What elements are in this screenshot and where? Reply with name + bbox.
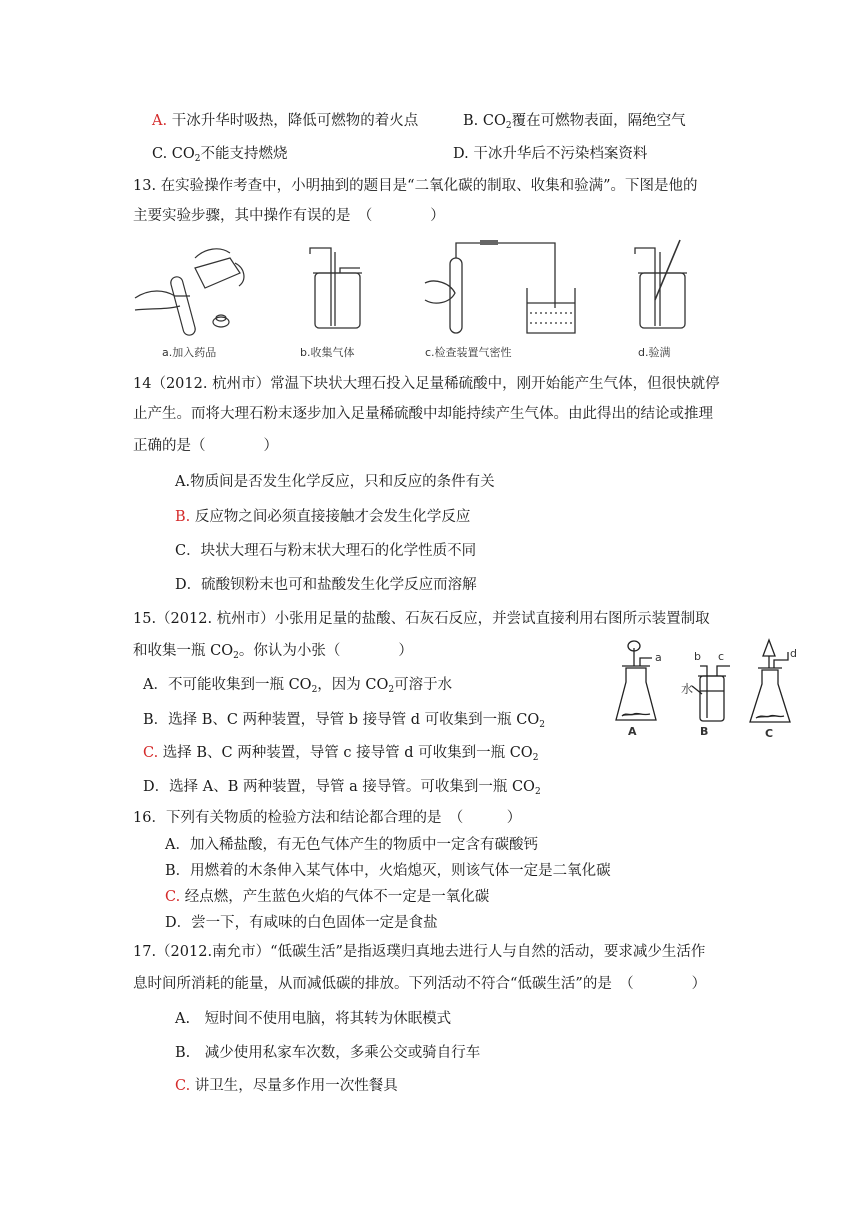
stem-text: 和收集一瓶 CO bbox=[133, 643, 234, 659]
q17-stem-line1: 17.（2012.南允市）“低碳生活”是指返璞归真地去进行人与自然的活动，要求减少生活作 bbox=[133, 944, 706, 960]
label-d: d bbox=[790, 647, 797, 660]
option-text: 可溶于水 bbox=[394, 677, 453, 693]
option-text: 反应物之间必须直接接触才会发生化学反应 bbox=[194, 509, 471, 525]
q15-option-a bbox=[143, 675, 452, 695]
caption-c: c.检查装置气密性 bbox=[425, 346, 512, 359]
subscript: 2 bbox=[388, 685, 395, 695]
subscript: 2 bbox=[534, 787, 541, 797]
q16-option-a: A．加入稀盐酸，有无色气体产生的物质中一定含有碳酸钙 bbox=[165, 837, 538, 853]
figure-d-verifying-full bbox=[635, 240, 687, 328]
q13-apparatus-drawings bbox=[135, 238, 735, 358]
q15-stem-line1: 15.（2012. 杭州市）小张用足量的盐酸、石灰石反应，并尝试直接利用右图所示装置制取 bbox=[133, 611, 710, 627]
q15-apparatus-figure bbox=[612, 636, 812, 746]
label-c: c bbox=[718, 650, 725, 663]
label-apparatus-c: C bbox=[765, 727, 774, 740]
option-text: A．不可能收集到一瓶 CO bbox=[143, 677, 312, 693]
q17-option-a: A. 短时间不使用电脑，将其转为休眠模式 bbox=[175, 1011, 452, 1027]
q15-option-c bbox=[143, 743, 538, 763]
apparatus-b bbox=[692, 666, 730, 721]
answer-letter: B. bbox=[175, 509, 191, 525]
subscript: 2 bbox=[532, 753, 539, 763]
q17-option-c bbox=[175, 1076, 398, 1096]
option-text: B．选择 B、C 两种装置，导管 b 接导管 d 可收集到一瓶 CO bbox=[143, 712, 540, 728]
caption-b: b.收集气体 bbox=[300, 346, 355, 359]
option-text: D．选择 A、B 两种装置，导管 a 接导管。可收集到一瓶 CO bbox=[143, 779, 535, 795]
label-apparatus-b: B bbox=[700, 725, 709, 738]
figure-b-collecting-gas bbox=[310, 248, 362, 328]
subscript: 2 bbox=[194, 154, 201, 164]
q16-option-d: D．尝一下，有咸味的白色固体一定是食盐 bbox=[165, 915, 438, 931]
option-text: 经点燃，产生蓝色火焰的气体不一定是一氧化碳 bbox=[184, 889, 490, 905]
subscript: 2 bbox=[311, 685, 318, 695]
q13-stem-line1: 13. 在实验操作考查中，小明抽到的题目是“二氧化碳的制取、收集和验满”。下图是他的 bbox=[133, 178, 698, 194]
subscript: 2 bbox=[539, 720, 545, 730]
q17-option-b: B. 减少使用私家车次数，多乘公交或骑自行车 bbox=[175, 1045, 481, 1061]
q12-option-b bbox=[463, 111, 686, 131]
stem-text: 。你认为小张（ ） bbox=[238, 643, 413, 659]
q17-stem-line2: 息时间所消耗的能量，从而减低碳的排放。下列活动不符合“低碳生活”的是 （ ） bbox=[133, 976, 707, 992]
q12-option-c bbox=[152, 144, 288, 164]
figure-a-adding-reagent bbox=[135, 249, 244, 337]
subscript: 2 bbox=[233, 651, 239, 661]
q14-option-c: C．块状大理石与粉末状大理石的化学性质不同 bbox=[175, 543, 477, 559]
q13-stem-line2: 主要实验步骤，其中操作有误的是 （ ） bbox=[133, 208, 445, 224]
option-text: 覆在可燃物表面，隔绝空气 bbox=[511, 113, 686, 129]
q14-stem-line2: 止产生。而将大理石粉末逐步加入足量稀硫酸中却能持续产生气体。由此得出的结论或推理 bbox=[133, 406, 713, 422]
label-b: b bbox=[694, 650, 701, 663]
q16-option-b: B．用燃着的木条伸入某气体中，火焰熄灭，则该气体一定是二氧化碳 bbox=[165, 863, 611, 879]
q15-option-d bbox=[143, 777, 541, 797]
q14-option-b bbox=[175, 507, 470, 527]
q16-stem: 16．下列有关物质的检验方法和结论都合理的是 （ ） bbox=[133, 810, 522, 826]
option-text: 干冰升华时吸热，降低可燃物的着火点 bbox=[171, 113, 419, 129]
q13-apparatus-figure bbox=[135, 238, 735, 358]
q15-apparatus-drawings bbox=[612, 636, 812, 746]
label-a: a bbox=[655, 651, 662, 664]
q12-option-d: D. 干冰升华后不污染档案资料 bbox=[453, 146, 648, 162]
option-text: ，因为 CO bbox=[317, 677, 389, 693]
option-text: C. CO bbox=[152, 146, 195, 162]
apparatus-c bbox=[750, 640, 790, 722]
option-text: 不能支持燃烧 bbox=[200, 146, 288, 162]
option-text: 讲卫生，尽量多作用一次性餐具 bbox=[194, 1078, 398, 1094]
q15-stem-line2 bbox=[133, 641, 413, 661]
figure-c-airtightness bbox=[425, 240, 575, 333]
option-text: 选择 B、C 两种装置，导管 c 接导管 d 可收集到一瓶 CO bbox=[162, 745, 533, 761]
caption-d: d.验满 bbox=[638, 346, 671, 359]
option-text: B. CO bbox=[463, 113, 506, 129]
answer-letter: A. bbox=[152, 113, 168, 129]
subscript: 2 bbox=[505, 121, 512, 131]
q14-stem-line3: 正确的是（ ） bbox=[133, 438, 278, 454]
answer-letter: C. bbox=[165, 889, 181, 905]
q14-option-a: A.物质间是否发生化学反应，只和反应的条件有关 bbox=[175, 474, 495, 490]
answer-letter: C. bbox=[143, 745, 159, 761]
caption-a: a.加入药品 bbox=[162, 346, 217, 359]
q14-stem-line1: 14（2012. 杭州市）常温下块状大理石投入足量稀硫酸中，刚开始能产生气体，但很快就停 bbox=[133, 376, 720, 392]
q16-option-c bbox=[165, 887, 489, 907]
apparatus-a bbox=[616, 641, 656, 720]
q12-option-a bbox=[152, 111, 418, 131]
answer-letter: C. bbox=[175, 1078, 191, 1094]
label-water: 水 bbox=[681, 682, 694, 696]
q15-option-b bbox=[143, 710, 545, 730]
q14-option-d: D．硫酸钡粉末也可和盐酸发生化学反应而溶解 bbox=[175, 577, 477, 593]
label-apparatus-a: A bbox=[628, 725, 637, 738]
